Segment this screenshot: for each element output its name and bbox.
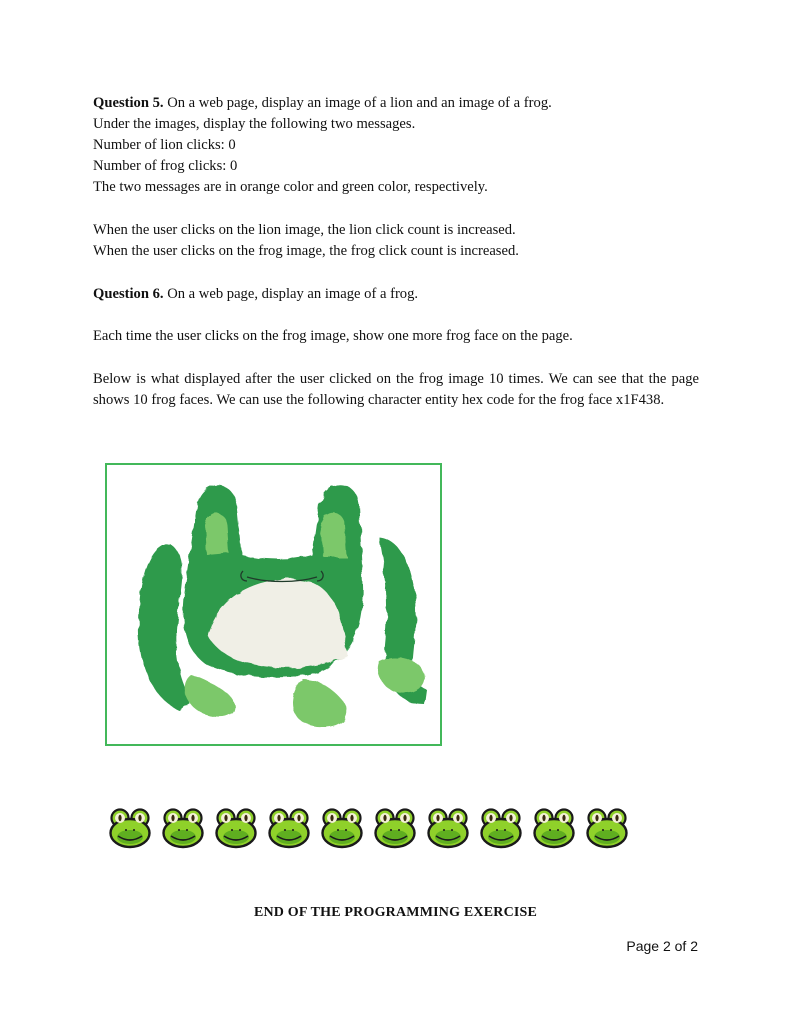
question6-line1 xyxy=(93,285,418,303)
frog-face-icon xyxy=(320,806,364,850)
question6-line1-text: On a web page, display an image of a frog. xyxy=(163,286,419,302)
question5-line5: The two messages are in orange color and green color, respectively. xyxy=(93,179,488,195)
frog-faces-row xyxy=(108,806,638,850)
frog-face-icon xyxy=(585,806,629,850)
page-number: Page 2 of 2 xyxy=(626,938,698,954)
question5-line4: Number of frog clicks: 0 xyxy=(93,158,238,174)
question5-label: Question 5. xyxy=(93,95,164,111)
question5-line7: When the user clicks on the frog image, the frog click count is increased. xyxy=(93,243,519,259)
frog-face-icon xyxy=(532,806,576,850)
frog-face-icon xyxy=(267,806,311,850)
frog-face-icon xyxy=(373,806,417,850)
question5-line2: Under the images, display the following two messages. xyxy=(93,116,416,132)
frog-face-icon xyxy=(214,806,258,850)
frog-image[interactable] xyxy=(105,463,442,746)
question6-paragraph: Below is what displayed after the user clicked on the frog image 10 times. We can see that the page shows 10 frog faces. We can use the following character entity hex code for the frog face x1F438. xyxy=(93,371,699,408)
question5-line1-text: On a web page, display an image of a lion and an image of a frog. xyxy=(163,95,552,111)
question6-line2: Each time the user clicks on the frog image, show one more frog face on the page. xyxy=(93,328,573,344)
frog-face-icon xyxy=(161,806,205,850)
frog-face-icon xyxy=(426,806,470,850)
end-text: END OF THE PROGRAMMING EXERCISE xyxy=(253,905,538,920)
frog-face-icon xyxy=(108,806,152,850)
frog-drawing-icon xyxy=(107,465,440,744)
question5-line6: When the user clicks on the lion image, the lion click count is increased. xyxy=(93,222,516,238)
question5-line1 xyxy=(93,94,552,112)
frog-face-icon xyxy=(479,806,523,850)
question5-line3: Number of lion clicks: 0 xyxy=(93,137,236,153)
question6-label: Question 6. xyxy=(93,286,164,302)
